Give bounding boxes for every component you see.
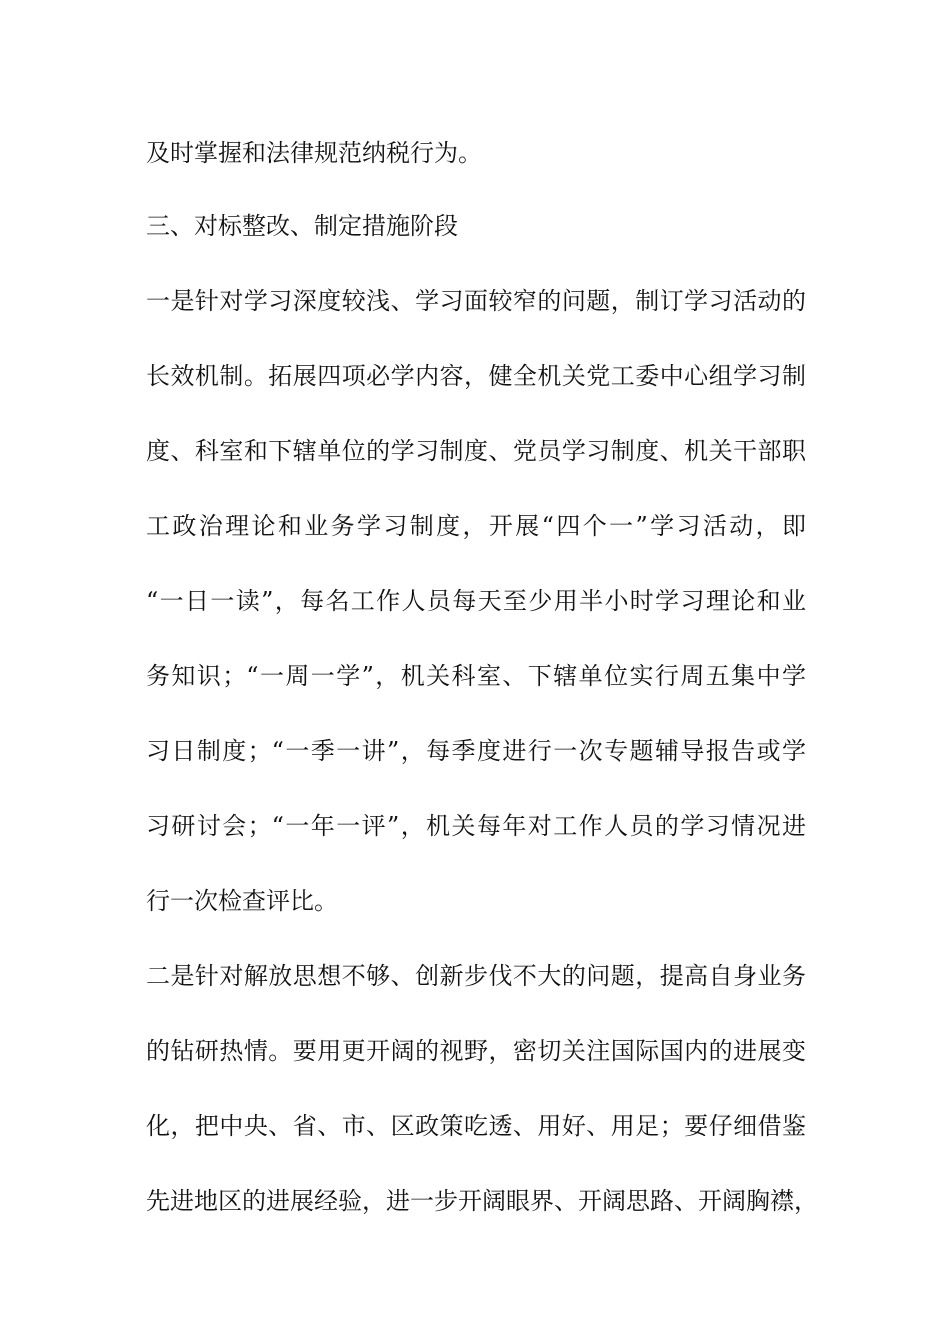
section-heading: 三、对标整改、制定措施阶段 [146, 212, 458, 240]
text-line-9: 习日制度；“一季一讲”，每季度进行一次专题辅导报告或学 [146, 737, 806, 765]
text-line-8: 务知识；“一周一学”，机关科室、下辖单位实行周五集中学 [146, 662, 806, 690]
text-line-10: 习研讨会；“一年一评”，机关每年对工作人员的学习情况进 [146, 812, 806, 840]
text-line-13: 的钻研热情。要用更开阔的视野，密切关注国际国内的进展变 [146, 1037, 806, 1065]
text-line-15: 先进地区的进展经验，进一步开阔眼界、开阔思路、开阔胸襟， [146, 1187, 818, 1215]
text-line-1: 及时掌握和法律规范纳税行为。 [146, 139, 482, 167]
text-line-6: 工政治理论和业务学习制度，开展“四个一”学习活动，即 [146, 512, 806, 540]
text-line-12: 二是针对解放思想不够、创新步伐不大的问题，提高自身业务 [146, 962, 806, 990]
text-line-7: “一日一读”，每名工作人员每天至少用半小时学习理论和业 [146, 587, 806, 615]
text-line-3: 一是针对学习深度较浅、学习面较窄的问题，制订学习活动的 [146, 287, 806, 315]
text-line-4: 长效机制。拓展四项必学内容，健全机关党工委中心组学习制 [146, 362, 806, 390]
text-line-11: 行一次检查评比。 [146, 887, 338, 915]
text-line-5: 度、科室和下辖单位的学习制度、党员学习制度、机关干部职 [146, 437, 806, 465]
text-line-14: 化，把中央、省、市、区政策吃透、用好、用足；要仔细借鉴 [146, 1112, 806, 1140]
